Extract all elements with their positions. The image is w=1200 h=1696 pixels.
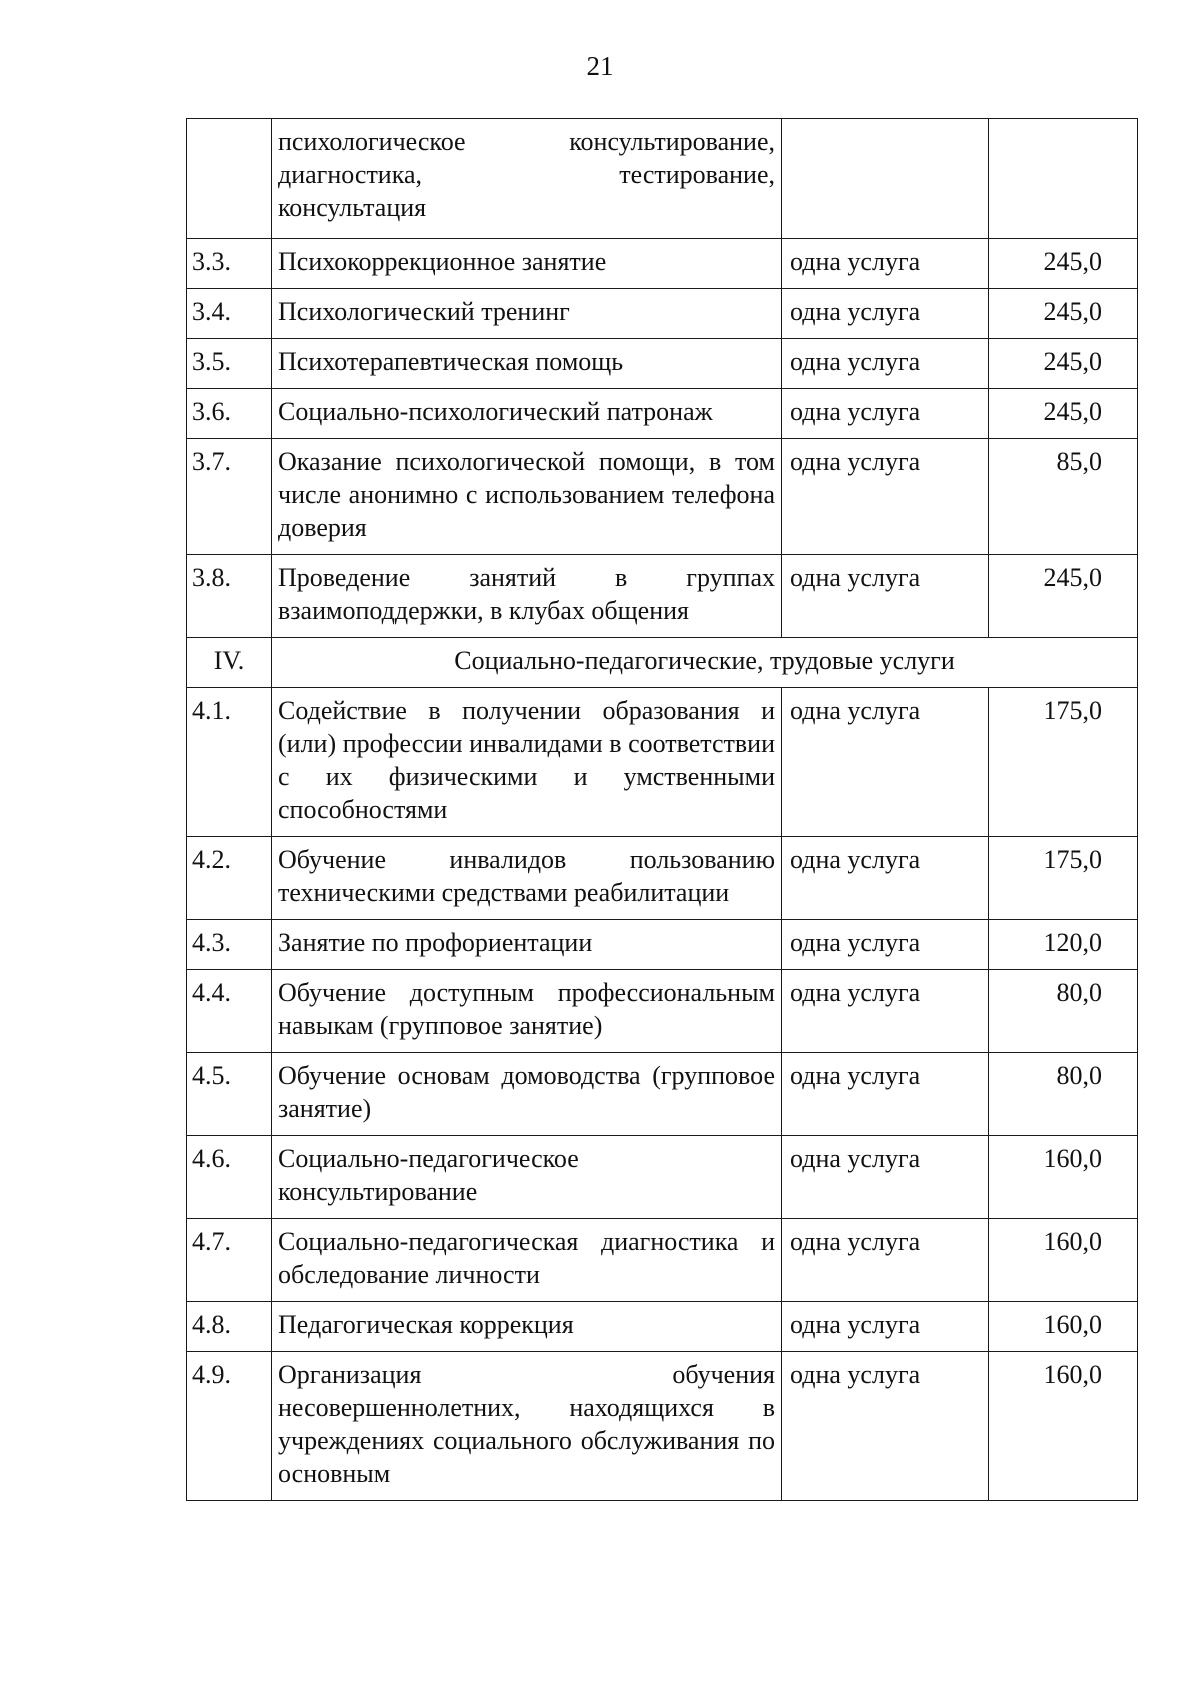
row-number-cell: 4.8. [187, 1302, 272, 1352]
table-row [187, 688, 1138, 837]
row-number-cell: 4.3. [187, 920, 272, 970]
price-cell: 80,0 [989, 970, 1138, 1053]
unit-cell: одна услуга [782, 1352, 989, 1501]
row-number-cell: 3.7. [187, 439, 272, 555]
table-row [187, 1219, 1138, 1302]
row-number-cell [187, 119, 272, 239]
unit-cell: одна услуга [782, 289, 989, 339]
unit-cell: одна услуга [782, 970, 989, 1053]
price-cell: 85,0 [989, 439, 1138, 555]
service-name-cell: Психокоррекционное занятие [272, 239, 782, 289]
section-title: Социально-педагогические, трудовые услуги [272, 638, 1138, 688]
row-number-cell: 3.3. [187, 239, 272, 289]
unit-cell: одна услуга [782, 389, 989, 439]
service-name-cell: Педагогическая коррекция [272, 1302, 782, 1352]
price-cell: 175,0 [989, 688, 1138, 837]
table-row [187, 289, 1138, 339]
service-name-cell [272, 119, 782, 239]
table-row [187, 555, 1138, 638]
table-row [187, 239, 1138, 289]
price-cell: 160,0 [989, 1219, 1138, 1302]
row-number-cell: 3.5. [187, 339, 272, 389]
price-cell: 80,0 [989, 1053, 1138, 1136]
table-row [187, 1053, 1138, 1136]
unit-cell [782, 119, 989, 239]
row-number-cell: 4.4. [187, 970, 272, 1053]
unit-cell: одна услуга [782, 837, 989, 920]
price-cell: 120,0 [989, 920, 1138, 970]
table-row [187, 1352, 1138, 1501]
service-name-cell: Социально-психологический патронаж [272, 389, 782, 439]
unit-cell: одна услуга [782, 920, 989, 970]
service-name-cell: Оказание психологической помощи, в том числе анонимно с использованием телефона доверия [272, 439, 782, 555]
price-cell: 245,0 [989, 239, 1138, 289]
unit-cell: одна услуга [782, 1219, 989, 1302]
price-cell: 160,0 [989, 1352, 1138, 1501]
row-number-cell: 4.2. [187, 837, 272, 920]
price-cell: 175,0 [989, 837, 1138, 920]
service-name-line: психологическое консультирование, [278, 127, 775, 156]
price-cell: 245,0 [989, 289, 1138, 339]
section-header-row [187, 638, 1138, 688]
price-cell: 245,0 [989, 389, 1138, 439]
row-number-cell: 4.9. [187, 1352, 272, 1501]
unit-cell: одна услуга [782, 1302, 989, 1352]
table-body [187, 119, 1138, 1501]
services-price-table [186, 118, 1138, 1501]
section-number: IV. [187, 638, 272, 688]
row-number-cell: 3.6. [187, 389, 272, 439]
price-cell: 160,0 [989, 1136, 1138, 1219]
unit-cell: одна услуга [782, 439, 989, 555]
service-name-line: консультация [278, 193, 427, 222]
service-name-cell: Содействие в получении образования и (или) профессии инвалидами в соответствии с их физическими и умственными способностями [272, 688, 782, 837]
table-row [187, 339, 1138, 389]
service-name-cell: Социально-педагогическая диагностика и обследование личности [272, 1219, 782, 1302]
table-row [187, 1136, 1138, 1219]
table-row [187, 439, 1138, 555]
row-number-cell: 4.6. [187, 1136, 272, 1219]
table-row [187, 920, 1138, 970]
table-row [187, 837, 1138, 920]
price-cell: 245,0 [989, 555, 1138, 638]
service-name-cell: Обучение доступным профессиональным навыкам (групповое занятие) [272, 970, 782, 1053]
unit-cell: одна услуга [782, 555, 989, 638]
table-row [187, 389, 1138, 439]
unit-cell: одна услуга [782, 1136, 989, 1219]
service-name-cell: Обучение основам домоводства (групповое занятие) [272, 1053, 782, 1136]
table-row [187, 1302, 1138, 1352]
service-name-cell: Занятие по профориентации [272, 920, 782, 970]
service-name-cell: Психотерапевтическая помощь [272, 339, 782, 389]
table-row [187, 970, 1138, 1053]
service-name-cell: Психологический тренинг [272, 289, 782, 339]
row-number-cell: 3.8. [187, 555, 272, 638]
row-number-cell: 3.4. [187, 289, 272, 339]
table-row-continuation [187, 119, 1138, 239]
service-name-cell: Обучение инвалидов пользованию техническими средствами реабилитации [272, 837, 782, 920]
price-cell: 245,0 [989, 339, 1138, 389]
row-number-cell: 4.5. [187, 1053, 272, 1136]
unit-cell: одна услуга [782, 339, 989, 389]
service-name-cell: Проведение занятий в группах взаимоподдержки, в клубах общения [272, 555, 782, 638]
service-name-cell: Социально-педагогическое консультирование [272, 1136, 782, 1219]
price-cell: 160,0 [989, 1302, 1138, 1352]
page-number: 21 [586, 51, 614, 81]
price-cell [989, 119, 1138, 239]
unit-cell: одна услуга [782, 1053, 989, 1136]
service-name-cell: Организация обучения несовершеннолетних, находящихся в учреждениях социального обслуживания по основным [272, 1352, 782, 1501]
service-name-line: диагностика, тестирование, [278, 160, 775, 189]
row-number-cell: 4.1. [187, 688, 272, 837]
row-number-cell: 4.7. [187, 1219, 272, 1302]
unit-cell: одна услуга [782, 239, 989, 289]
unit-cell: одна услуга [782, 688, 989, 837]
